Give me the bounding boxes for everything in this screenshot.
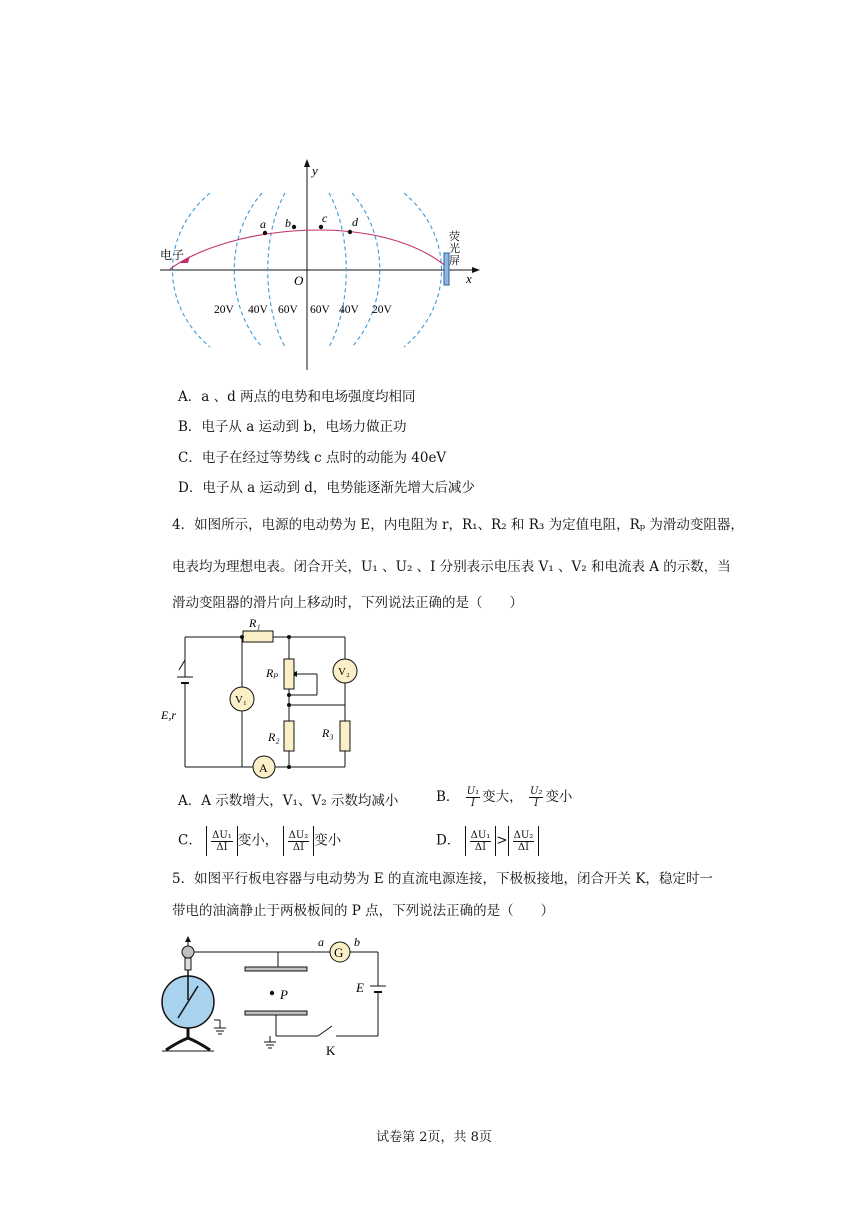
option-c-mid: 变小， bbox=[237, 832, 279, 849]
r2-label: R₂ bbox=[268, 730, 280, 744]
abs-du2-di: $\frac{\text{ΔU₂}}{\Delta I}$ bbox=[283, 826, 315, 856]
q3-option-b: B．电子从 a 运动到 b，电场力做正功 bbox=[178, 419, 407, 435]
equipotential-figure bbox=[150, 155, 490, 375]
origin-label: O bbox=[294, 273, 304, 288]
abs-du1-di-d: $\frac{\text{ΔU₁}}{\Delta I}$ bbox=[465, 826, 497, 856]
abs-du1-di: $\frac{\text{ΔU₁}}{\Delta I}$ bbox=[206, 826, 238, 856]
ammeter-label: A bbox=[259, 761, 268, 775]
voltage-left-40: 40V bbox=[248, 304, 268, 316]
voltage-right-60: 60V bbox=[310, 304, 330, 316]
q5-stem-line-2: 带电的油滴静止于两极板间的 P 点，下列说法正确的是（ ） bbox=[172, 903, 555, 919]
b-label: b bbox=[354, 935, 360, 949]
r1-label: R₁ bbox=[249, 616, 261, 630]
q3-option-d: D．电子从 a 运动到 d，电势能逐渐先增大后减少 bbox=[178, 480, 475, 496]
e-label: E bbox=[356, 980, 364, 995]
q4-option-b bbox=[436, 786, 572, 809]
fraction-u1-over-i: $\frac{\text{U₁}}{I}$ bbox=[466, 786, 480, 809]
abs-du2-di-d: $\frac{\text{ΔU₂}}{\Delta I}$ bbox=[508, 826, 540, 856]
screen-label-1: 荧 bbox=[449, 231, 460, 243]
point-c-label: c bbox=[322, 211, 328, 225]
fraction-u2-over-i: $\frac{\text{U₂}}{I}$ bbox=[529, 786, 543, 809]
rp-label: Rₚ bbox=[266, 666, 279, 680]
q4-option-a: A．A 示数增大，V₁、V₂ 示数均减小 bbox=[178, 793, 399, 809]
point-b-label: b bbox=[285, 216, 291, 230]
y-axis-label: y bbox=[312, 163, 318, 178]
q4-stem-line-2: 电表均为理想电表。闭合开关，U₁ 、U₂ 、I 分别表示电压表 V₁ 、V₂ 和电流表 A 的示数，当 bbox=[172, 559, 731, 575]
v2-label: V₂ bbox=[338, 666, 350, 678]
q4-stem-line-3: 滑动变阻器的滑片向上移动时，下列说法正确的是（ ） bbox=[172, 595, 523, 611]
option-b-prefix: B． bbox=[436, 789, 460, 805]
q4-stem-line-1: 4．如图所示，电源的电动势为 E，内电阻为 r，R₁、R₂ 和 R₃ 为定值电阻，Rₚ 为滑动变阻器， bbox=[172, 517, 744, 533]
x-axis-label: x bbox=[466, 271, 472, 286]
screen-label-2: 光 bbox=[449, 243, 460, 255]
p-label: P bbox=[280, 987, 288, 1002]
capacitor-figure bbox=[150, 930, 400, 1065]
v1-label: V₁ bbox=[235, 694, 247, 706]
option-b-suffix: 变小 bbox=[545, 789, 573, 805]
page-footer: 试卷第 2页，共 8页 bbox=[376, 1130, 492, 1145]
q4-option-d bbox=[436, 826, 539, 856]
circuit-figure bbox=[155, 615, 375, 780]
option-c-suffix: 变小 bbox=[314, 832, 342, 849]
q3-option-c: C．电子在经过等势线 c 点时的动能为 40eV bbox=[178, 450, 447, 466]
k-label: K bbox=[326, 1043, 336, 1058]
point-a-label: a bbox=[260, 217, 266, 231]
screen-label-3: 屏 bbox=[449, 255, 460, 267]
option-b-mid: 变大， bbox=[482, 789, 523, 805]
a-label: a bbox=[318, 935, 324, 949]
electron-label: 电子 bbox=[160, 248, 185, 262]
q5-stem-line-1: 5．如图平行板电容器与电动势为 E 的直流电源连接，下极板接地，闭合开关 K，稳定时一 bbox=[172, 871, 713, 887]
voltage-left-20: 20V bbox=[214, 304, 234, 316]
voltage-right-20: 20V bbox=[372, 304, 392, 316]
battery-label: E,r bbox=[161, 708, 176, 722]
q3-option-a: A．a 、d 两点的电势和电场强度均相同 bbox=[178, 389, 416, 405]
q4-option-c bbox=[178, 826, 341, 856]
voltage-left-60: 60V bbox=[278, 304, 298, 316]
option-d-operator: > bbox=[496, 832, 508, 849]
point-d-label: d bbox=[352, 215, 358, 229]
option-c-prefix: C． bbox=[178, 832, 202, 849]
voltage-right-40: 40V bbox=[339, 304, 359, 316]
galvanometer-label: G bbox=[334, 945, 344, 960]
r3-label: R₃ bbox=[322, 726, 334, 740]
option-d-prefix: D． bbox=[436, 832, 461, 849]
